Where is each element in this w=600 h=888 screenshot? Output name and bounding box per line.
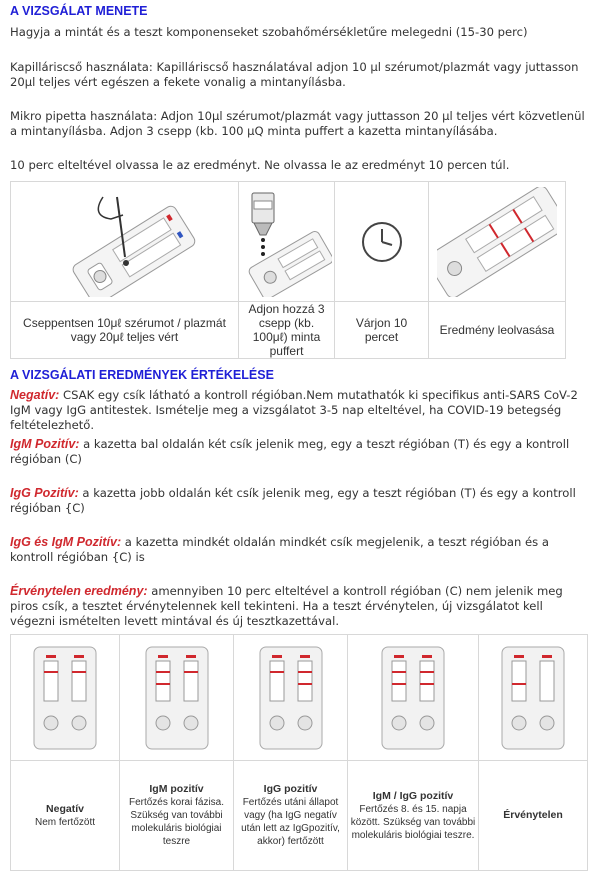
result-title: IgG pozitív: [263, 783, 318, 795]
clock-icon: [357, 217, 407, 267]
paragraph-read-time: 10 perc elteltével olvassa le az eredményt. Ne olvassa le az eredményt 10 percen túl.: [10, 158, 510, 172]
result-image-cell: [479, 635, 588, 761]
cassette-negative-icon: [30, 643, 100, 753]
capillary-drop-icon: [25, 187, 225, 297]
step-image-cell: [335, 182, 429, 302]
test-line-C: [270, 671, 284, 673]
buffer-bottle-icon: [242, 187, 332, 297]
paragraph-capillary: Kapilláriscső használata: Kapilláriscső használatával adjon 10 μl szérumot/plazmát vagy juttasson 20μl teljes vért egészen a fekete vonalig a mintanyílásba.: [10, 60, 579, 89]
result-label: Negatív:: [10, 388, 60, 402]
paragraph-warmup: Hagyja a mintát és a teszt komponenseket szobahőmérsékletűre melegedni (15-30 perc): [10, 25, 528, 39]
test-line-T: [420, 683, 434, 685]
result-label: Érvénytelen eredmény:: [10, 584, 148, 598]
test-line-C: [44, 671, 58, 673]
test-line-T: [392, 683, 406, 685]
test-line-C: [72, 671, 86, 673]
section-title-results: A VIZSGÁLATI EREDMÉNYEK ÉRTÉKELÉSE: [10, 368, 274, 382]
cassette-read-icon: [437, 187, 557, 297]
result-igg-positive: [10, 486, 590, 516]
test-line-C: [420, 671, 434, 673]
result-title: Érvénytelen: [503, 809, 563, 821]
step-caption: Cseppentsen 10μℓ szérumot / plazmát vagy 20μℓ teljes vért: [11, 302, 239, 359]
result-image-cell: [120, 635, 234, 761]
result-text: a kazetta bal oldalán két csík jelenik meg, egy a teszt régióban (T) és egy a kontroll régióban (C): [10, 437, 570, 466]
test-line-T: [512, 683, 526, 685]
result-caption: [479, 761, 588, 871]
test-line-C: [156, 671, 170, 673]
result-caption: [11, 761, 120, 871]
cassette-igm-icon: [142, 643, 212, 753]
result-image-cell: [11, 635, 120, 761]
result-text: a kazetta jobb oldalán két csík jelenik meg, egy a teszt régióban (T) és egy a kontroll régióban {C): [10, 486, 576, 515]
result-label: IgG és IgM Pozitív:: [10, 535, 122, 549]
cassette-invalid-icon: [488, 643, 578, 753]
result-text: CSAK egy csík látható a kontroll régióban.Nem mutathatók ki specifikus anti-SARS CoV-2 IgM vagy IgG antitestek. Ismételje meg a vizsgálatot 3-5 nap elteltével, ha COVID-19 betegség feltételezhető.: [10, 388, 578, 432]
paragraph-pipette: Mikro pipetta használata: Adjon 10μl szérumot/plazmát vagy juttasson 20 μl teljes vért közvetlenül a mintanyílásba. Adjon 3 csepp (kb. 100 μQ minta puffert a kazetta mintanyílásába.: [10, 109, 585, 138]
result-image-cell: [348, 635, 479, 761]
result-igm-positive: [10, 437, 590, 467]
step-image-cell: [239, 182, 335, 302]
result-both-positive: [10, 535, 590, 565]
result-text: a kazetta mindkét oldalán mindkét csík megjelenik, a teszt régióban és a kontroll régióban {C) is: [10, 535, 550, 564]
result-desc: Fertőzés korai fázisa. Szükség van további molekuláris biológiai teszre: [128, 797, 225, 847]
cassette-both-icon: [378, 643, 448, 753]
result-title: IgM / IgG pozitív: [372, 789, 454, 802]
result-title: IgM pozitív: [149, 783, 204, 795]
section-title-procedure: A VIZSGÁLAT MENETE: [10, 4, 148, 18]
step-image-cell: [11, 182, 239, 302]
test-line-T: [298, 683, 312, 685]
result-desc: Fertőzés utáni állapot vagy (ha IgG negatív után lett az IgGpozitív, akkor) fertőzött: [241, 797, 340, 847]
result-desc: Nem fertőzött: [34, 816, 96, 828]
step-image-cell: [429, 182, 566, 302]
result-negative: [10, 388, 590, 433]
test-line-C: [298, 671, 312, 673]
test-line-C: [392, 671, 406, 673]
step-caption: Várjon 10 percet: [335, 302, 429, 359]
result-caption: [120, 761, 234, 871]
result-desc: Fertőzés 8. és 15. napja között. Szükség van további molekuláris biológiai teszre.: [350, 803, 476, 841]
result-caption: [234, 761, 348, 871]
result-text: amennyiben 10 perc elteltével a kontroll régióban (C) nem jelenik meg piros csík, a tesztet érvénytelennek kell tekinteni. Ha a teszt érvénytelen, új vizsgálatot kell végezni ismételten levett mintával és új tesztkazettával.: [10, 584, 563, 628]
result-title: Negatív: [46, 802, 84, 815]
procedure-steps-table: [10, 181, 566, 359]
result-label: IgG Pozitív:: [10, 486, 79, 500]
result-label: IgM Pozitív:: [10, 437, 80, 451]
results-table: [10, 634, 588, 871]
step-caption: Adjon hozzá 3 csepp (kb. 100μℓ) minta puffert: [239, 302, 335, 359]
result-caption: [348, 761, 479, 871]
result-image-cell: [234, 635, 348, 761]
test-line-T: [156, 683, 170, 685]
cassette-igg-icon: [256, 643, 326, 753]
test-line-C: [184, 671, 198, 673]
step-caption: Eredmény leolvasása: [429, 302, 566, 359]
result-invalid: [10, 584, 590, 629]
